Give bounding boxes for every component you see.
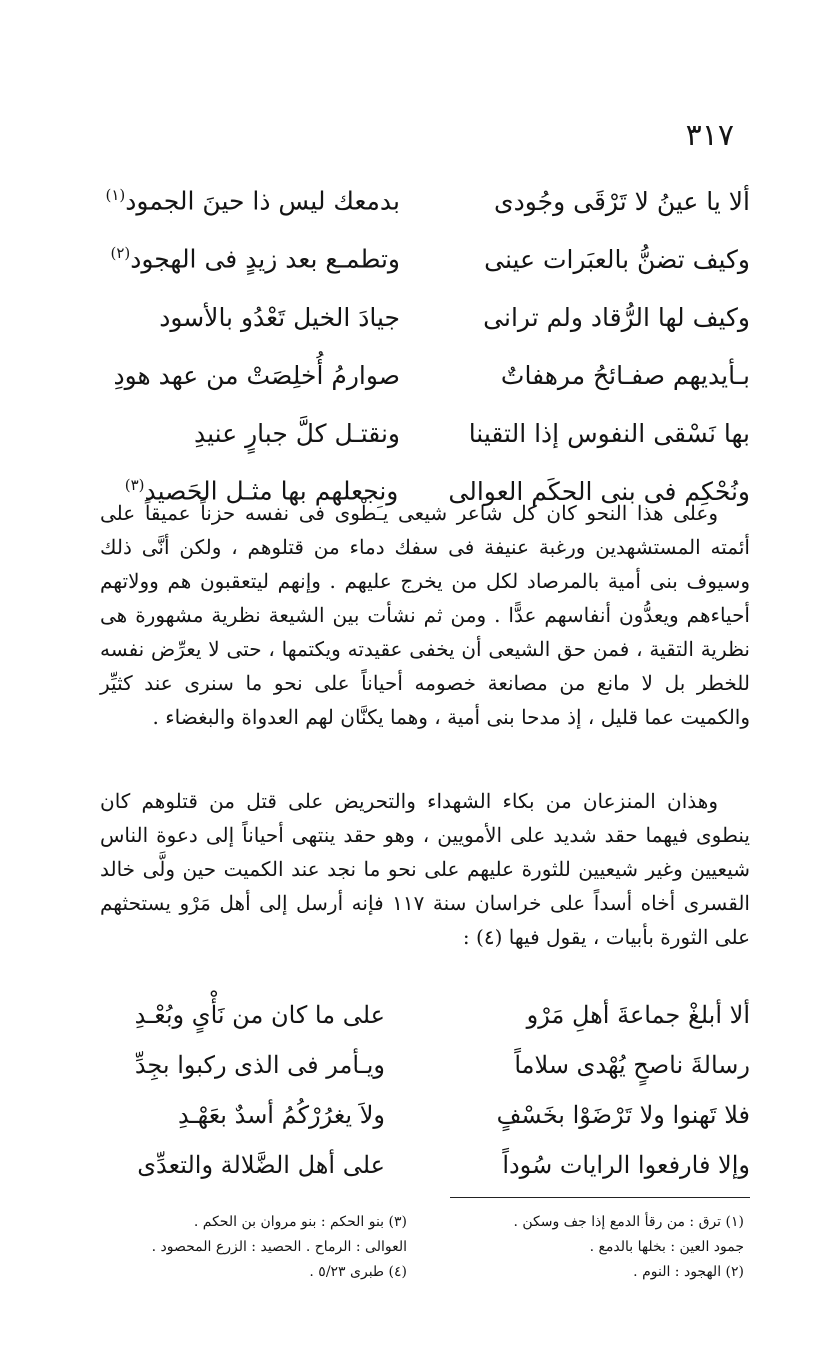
verse-line bbox=[100, 230, 750, 288]
verse-first-hemistich: رسالةَ ناصحٍ يُهْدى سلاماً bbox=[514, 1051, 750, 1079]
verse-first-hemistich: ونُحْكِم فى بنى الحكَم العوالى bbox=[448, 476, 750, 506]
verse-second-hemistich: بدمعك ليس ذا حينَ الجمود$^{(١)}$ bbox=[105, 186, 400, 216]
verse-second-hemistich: ونجعلهم بها مثـل الحَصيد$^{(٣)}$ bbox=[124, 476, 399, 506]
footnote-line: (٤) طبرى ٥/٢٣ . bbox=[309, 1264, 407, 1280]
verse-second-hemistich: وتطمـع بعد زيدٍ فى الهجود$^{(٢)}$ bbox=[110, 244, 400, 274]
paragraph-2 bbox=[100, 784, 750, 954]
verse-line bbox=[100, 404, 750, 462]
verse-first-hemistich: بـأيديهم صفـائحُ مرهفاتٌ bbox=[500, 360, 750, 390]
poem-1 bbox=[100, 172, 750, 520]
footnote-ref: (١) bbox=[105, 186, 126, 205]
footnote-line: (٣) بنو الحكم : بنو مروان بن الحكم . bbox=[193, 1214, 407, 1230]
verse-line bbox=[100, 1140, 750, 1190]
footnote-line: جمود العين : بخلها بالدمع . bbox=[589, 1239, 744, 1255]
verse-second-hemistich: ونقتـل كلَّ جبارٍ عنيدِ bbox=[194, 418, 400, 448]
verse-first-hemistich: ألا يا عينُ لا تَرْقَى وجُودى bbox=[494, 186, 750, 216]
verse-second-hemistich: ولاَ يغرُرْكُمُ أسدٌ بعَهْـدِ bbox=[178, 1101, 385, 1129]
footnotes bbox=[100, 1210, 750, 1285]
page-number: ٣١٧ bbox=[685, 118, 734, 153]
footnote-ref: (٣) bbox=[124, 476, 145, 495]
poem-2 bbox=[100, 990, 750, 1190]
verse-first-hemistich: بها نَسْقى النفوس إذا التقينا bbox=[468, 418, 750, 448]
verse-line bbox=[100, 1090, 750, 1140]
verse-second-hemistich: جيادَ الخيل تَعْدُو بالأسود bbox=[159, 302, 400, 332]
footnote-ref: (٢) bbox=[110, 244, 131, 263]
verse-line bbox=[100, 990, 750, 1040]
footnotes-right-column bbox=[437, 1210, 750, 1285]
verse-second-hemistich: ويـأمر فى الذى ركبوا بجِدِّ bbox=[134, 1051, 385, 1079]
verse-first-hemistich: وإلا فارفعوا الرايات سُوداً bbox=[502, 1151, 750, 1179]
verse-line bbox=[100, 346, 750, 404]
footnote-line: العوالى : الرماح . الحصيد : الزرع المحصود . bbox=[151, 1239, 407, 1255]
verse-second-hemistich: على أهل الضَّلالة والتعدِّى bbox=[137, 1151, 385, 1179]
footnote-line: (١) ترق : من رقأ الدمع إذا جف وسكن . bbox=[513, 1214, 744, 1230]
verse-first-hemistich: وكيف تضنُّ بالعبَرات عينى bbox=[484, 244, 750, 274]
verse-first-hemistich: فلا تَهنوا ولا تَرْضَوْا بخَسْفٍ bbox=[496, 1101, 750, 1129]
paragraph-text: وعلى هذا النحو كان كل شاعر شيعى يـَطْوى فى نفسه حزناً عميقاً على أئمته المستشهدين ورغبة عنيفة فى سفك دماء من قتلوهم ، ولكن أنَّى ذلك وسيوف بنى أمية بالمرصاد لكل من يخرج عليهم . وإنهم ليتعقبون هم وولاتهم أحياءهم ويعدُّون أنفاسهم عدًّا . ومن ثم نشأت بين الشيعة نظرية مشهورة هى نظرية التقية ، فمن حق الشيعى أن يخفى عقيدته ويكتمها ، حتى لا يعرِّض نفسه للخطر بل لا مانع من مصانعة خصومه أحياناً على نحو ما سنرى عند كثيِّر والكميت عما قليل ، إذ مدحا بنى أمية ، وهما يكنَّان لهم العدواة والبغضاء . bbox=[100, 501, 750, 729]
verse-line bbox=[100, 288, 750, 346]
paragraph-1 bbox=[100, 496, 750, 734]
verse-second-hemistich: على ما كان من نَأْىٍ وبُعْـدِ bbox=[134, 1001, 385, 1029]
paragraph-text: وهذان المنزعان من بكاء الشهداء والتحريض على قتل من قتلوهم كان ينطوى فيهما حقد شديد على الأمويين ، وهو حقد ينتهى أحياناً إلى دعوة الناس شيعيين وغير شيعيين للثورة عليهم على نحو ما نجد عند الكميت حين ولَّى خالد القسرى أخاه أسداً على خراسان سنة ١١٧ فإنه أرسل إلى أهل مَرْو يستحثهم على الثورة بأبيات ، يقول فيها (٤) : bbox=[100, 789, 750, 949]
verse-first-hemistich: وكيف لها الرُّقاد ولم ترانى bbox=[483, 302, 750, 332]
footnotes-left-column bbox=[100, 1210, 437, 1285]
verse-second-hemistich: صوارمُ أُخلِصَتْ من عهد هودِ bbox=[113, 360, 400, 390]
verse-line bbox=[100, 172, 750, 230]
footnote-line: (٢) الهجود : النوم . bbox=[633, 1264, 744, 1280]
verse-first-hemistich: ألا أبلغْ جماعةَ أهلِ مَرْو bbox=[526, 1001, 750, 1029]
footnote-divider bbox=[450, 1197, 750, 1198]
verse-line bbox=[100, 1040, 750, 1090]
